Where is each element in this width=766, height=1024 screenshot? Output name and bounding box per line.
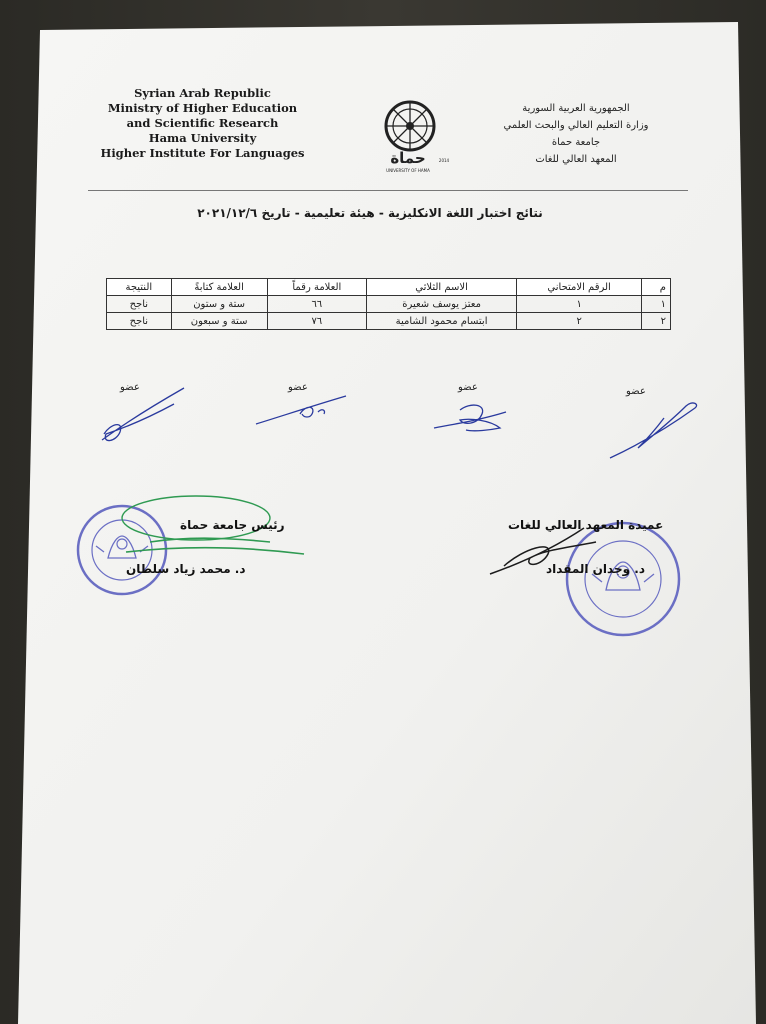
ar-header-line: وزارة التعليم العالي والبحث العلمي xyxy=(503,120,649,131)
document-title: نتائج اختبار اللغة الانكليزية - هيئة تعليمية - تاريخ ٢٠٢١/١٢/٦ xyxy=(197,206,543,220)
cell-index: ٢ xyxy=(642,313,671,330)
member-signature-icon xyxy=(252,390,352,430)
logo-year-text: 2014 xyxy=(438,158,450,163)
header-divider xyxy=(88,190,688,191)
member-signature-icon xyxy=(600,396,710,466)
member-label: عضو xyxy=(458,382,478,393)
table-row xyxy=(107,313,671,330)
cell-exam-number: ١ xyxy=(517,296,642,313)
col-header-full-name: الاسم الثلاثي xyxy=(366,279,516,296)
cell-grade-digits: ٧٦ xyxy=(267,313,366,330)
en-header-line: and Scientific Research xyxy=(126,116,279,130)
en-header-line: Hama University xyxy=(148,131,257,145)
col-header-index: م xyxy=(642,279,671,296)
ar-header-line: المعهد العالي للغات xyxy=(535,154,617,165)
member-label: عضو xyxy=(288,382,308,393)
president-name: د. محمد زياد سلطان xyxy=(126,562,246,576)
cell-exam-number: ٢ xyxy=(517,313,642,330)
col-header-result: النتيجة xyxy=(107,279,172,296)
en-header-line: Ministry of Higher Education xyxy=(107,101,298,115)
dean-title: عميدة المعهد العالي للغات xyxy=(508,518,664,532)
ar-header-line: جامعة حماة xyxy=(551,137,601,148)
arabic-header xyxy=(476,100,676,168)
cell-full-name: معتز يوسف شعيرة xyxy=(366,296,516,313)
member-signature-icon xyxy=(430,398,520,438)
member-label: عضو xyxy=(626,386,646,397)
logo-english-text: UNIVERSITY OF HAMA xyxy=(386,168,430,173)
cell-grade-words: ستة و ستون xyxy=(171,296,267,313)
table-header-row xyxy=(107,279,671,296)
ar-header-line: الجمهورية العربية السورية xyxy=(522,103,630,114)
col-header-exam-number: الرقم الامتحاني xyxy=(517,279,642,296)
results-table xyxy=(106,278,671,330)
member-label: عضو xyxy=(120,382,140,393)
cell-index: ١ xyxy=(642,296,671,313)
university-logo-icon xyxy=(372,96,462,176)
dean-name: د. وجدان المقداد xyxy=(546,562,645,576)
col-header-grade-digits: العلامة رقماً xyxy=(267,279,366,296)
en-header-line: Syrian Arab Republic xyxy=(134,86,271,100)
logo-arabic-text: حماة xyxy=(390,149,426,167)
cell-result: ناجح xyxy=(107,296,172,313)
cell-result: ناجح xyxy=(107,313,172,330)
cell-full-name: ابتسام محمود الشامية xyxy=(366,313,516,330)
english-header xyxy=(95,86,310,161)
cell-grade-digits: ٦٦ xyxy=(267,296,366,313)
en-header-line: Higher Institute For Languages xyxy=(100,146,305,160)
president-title: رئيس جامعة حماة xyxy=(180,518,285,532)
cell-grade-words: ستة و سبعون xyxy=(171,313,267,330)
col-header-grade-words: العلامة كتابةً xyxy=(171,279,267,296)
member-signature-icon xyxy=(94,384,194,448)
table-row xyxy=(107,296,671,313)
